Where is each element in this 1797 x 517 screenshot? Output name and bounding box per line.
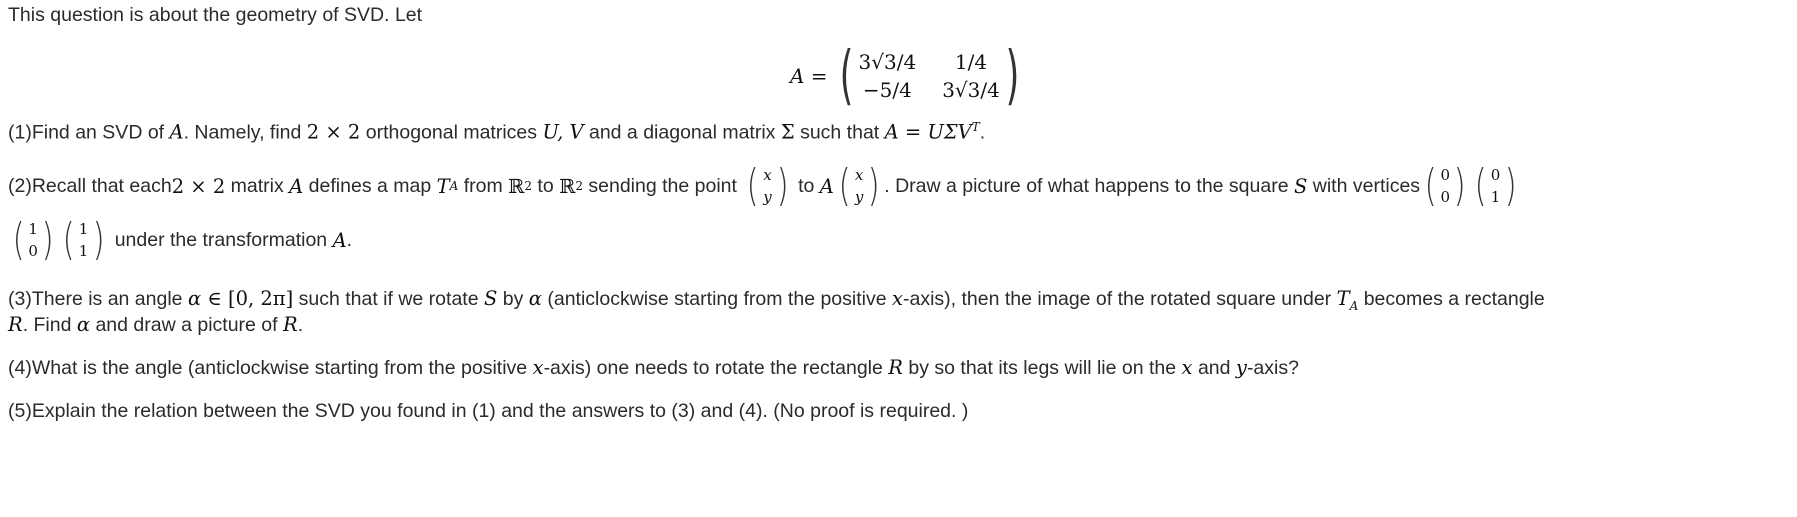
vertex-0-1: ( 0 1) (1474, 160, 1517, 211)
q4-text: What is the angle (anticlockwise starting from the positive (31, 357, 533, 379)
q4-math: y (1235, 356, 1247, 379)
q3-text: . (297, 314, 304, 336)
q1-text: orthogonal matrices (360, 121, 543, 144)
vertex-coord: 1 (1490, 188, 1501, 206)
q3-label: (3) (8, 288, 32, 310)
matrix-a11: 3√3/4 (858, 50, 917, 74)
q2-math: A (449, 179, 459, 193)
q2-text: to (532, 174, 560, 197)
q3-text: and draw a picture of (90, 314, 283, 336)
q1-math: A (169, 120, 184, 144)
q3-math: α (528, 287, 542, 310)
vertex-1-0: ( 1 0) (12, 214, 54, 265)
q4-math: R (888, 356, 903, 379)
q2-math: 2 × 2 (171, 174, 226, 198)
vertex-coord: 0 (1440, 166, 1450, 184)
q1-text: . Namely, find (183, 121, 307, 144)
question-3-line-1 (8, 287, 1545, 313)
q3-math: S (483, 287, 498, 310)
q3-math: α (76, 313, 91, 336)
vec-y: y (854, 188, 864, 206)
vec-x: x (763, 166, 772, 184)
vertex-1-1: ( 1 1) (62, 214, 105, 265)
q1-math: Σ (780, 120, 795, 144)
vertex-coord: 0 (1490, 166, 1501, 184)
q4-text: by so that its legs will lie on the (902, 357, 1182, 379)
q2-label: (2) (8, 174, 32, 197)
q2-text: matrix (225, 174, 290, 197)
q3-math: T (1336, 287, 1350, 310)
q4-math: x (1181, 356, 1193, 379)
q2-math: A (332, 228, 347, 252)
q2-math: ℝ (508, 174, 525, 198)
vertex-coord: 1 (28, 220, 38, 238)
image-vector: ( x y) (838, 160, 880, 211)
q3-math: x (892, 287, 903, 310)
q2-text: sending the point (582, 174, 743, 197)
q3-math: ∈ [0, 2π] (201, 287, 294, 310)
q4-text: -axis) one needs to rotate the rectangle (543, 357, 889, 379)
q3-text: such that if we rotate (293, 288, 484, 310)
vertex-coord: 0 (28, 242, 38, 260)
q3-math: A (1349, 298, 1359, 313)
q3-text: (anticlockwise starting from the positive (541, 288, 892, 310)
q1-text: Find an SVD of (31, 121, 170, 144)
point-vector: ( x y) (746, 160, 789, 211)
q1-math: A = UΣV (884, 120, 972, 144)
q3-text: There is an angle (31, 288, 188, 310)
q2-math: ℝ (559, 174, 576, 198)
q2-math: S (1293, 174, 1308, 198)
intro-text: This question is about the geometry of SVD. Let (8, 4, 423, 26)
vec-y: y (763, 188, 772, 206)
right-paren: ) (1005, 39, 1020, 113)
q5-text: Explain the relation between the SVD you found in (1) and the answers to (3) and (4). (No proof is required. ) (31, 400, 969, 422)
q2-math: A (819, 174, 834, 198)
q1-text: . (979, 121, 986, 144)
question-1 (8, 120, 985, 145)
q3-math: R (8, 313, 23, 336)
q2-math: A (289, 174, 304, 198)
q3-text: . Find (22, 314, 77, 336)
q1-math: U, V (542, 120, 584, 144)
q2-text: . (346, 228, 353, 251)
q2-text: Recall that each (31, 174, 172, 197)
matrix-a12: 1/4 (954, 50, 988, 74)
q1-text: and a diagonal matrix (583, 121, 781, 144)
q3-text: by (497, 288, 529, 310)
q1-label: (1) (8, 121, 32, 144)
q2-text: under the transformation (114, 228, 333, 251)
q4-text: -axis? (1246, 357, 1299, 379)
q2-math: T (436, 174, 450, 198)
vec-x: x (854, 166, 864, 184)
q2-math: 2 (575, 179, 583, 193)
q2-text: . Draw a picture of what happens to the square (884, 174, 1294, 197)
left-paren: ( (839, 39, 853, 113)
question-4 (8, 356, 1299, 380)
q2-text: to (792, 174, 820, 197)
q1-text: such that (794, 121, 885, 144)
vertex-coord: 0 (1440, 188, 1450, 206)
q2-math: 2 (524, 179, 532, 193)
question-2-line-1 (8, 160, 1521, 212)
q4-label: (4) (8, 357, 32, 379)
q2-text: with vertices (1307, 174, 1421, 197)
vertex-0-0: ( 0 0) (1424, 160, 1466, 211)
q5-label: (5) (8, 400, 32, 422)
q1-math: T (971, 120, 980, 134)
vertex-coord: 1 (78, 220, 89, 238)
q1-math: 2 × 2 (306, 120, 361, 144)
matrix-entries (859, 50, 1000, 102)
question-5 (8, 400, 968, 423)
q3-math: α (187, 287, 202, 310)
q3-text: becomes a rectangle (1358, 288, 1545, 310)
q2-text: defines a map (303, 174, 437, 197)
matrix-a22: 3√3/4 (942, 78, 1000, 102)
q4-text: and (1192, 357, 1236, 379)
q3-math: R (283, 313, 298, 336)
matrix-a21: −5/4 (862, 78, 912, 102)
q2-text: from (458, 174, 509, 197)
q3-text: -axis), then the image of the rotated square under (903, 288, 1337, 310)
question-3-line-2 (8, 313, 303, 337)
matrix-lhs: A = (790, 64, 828, 88)
matrix-definition (790, 39, 1025, 113)
vertex-coord: 1 (78, 242, 89, 260)
question-2-line-2 (8, 214, 352, 266)
q4-math: x (532, 356, 544, 379)
